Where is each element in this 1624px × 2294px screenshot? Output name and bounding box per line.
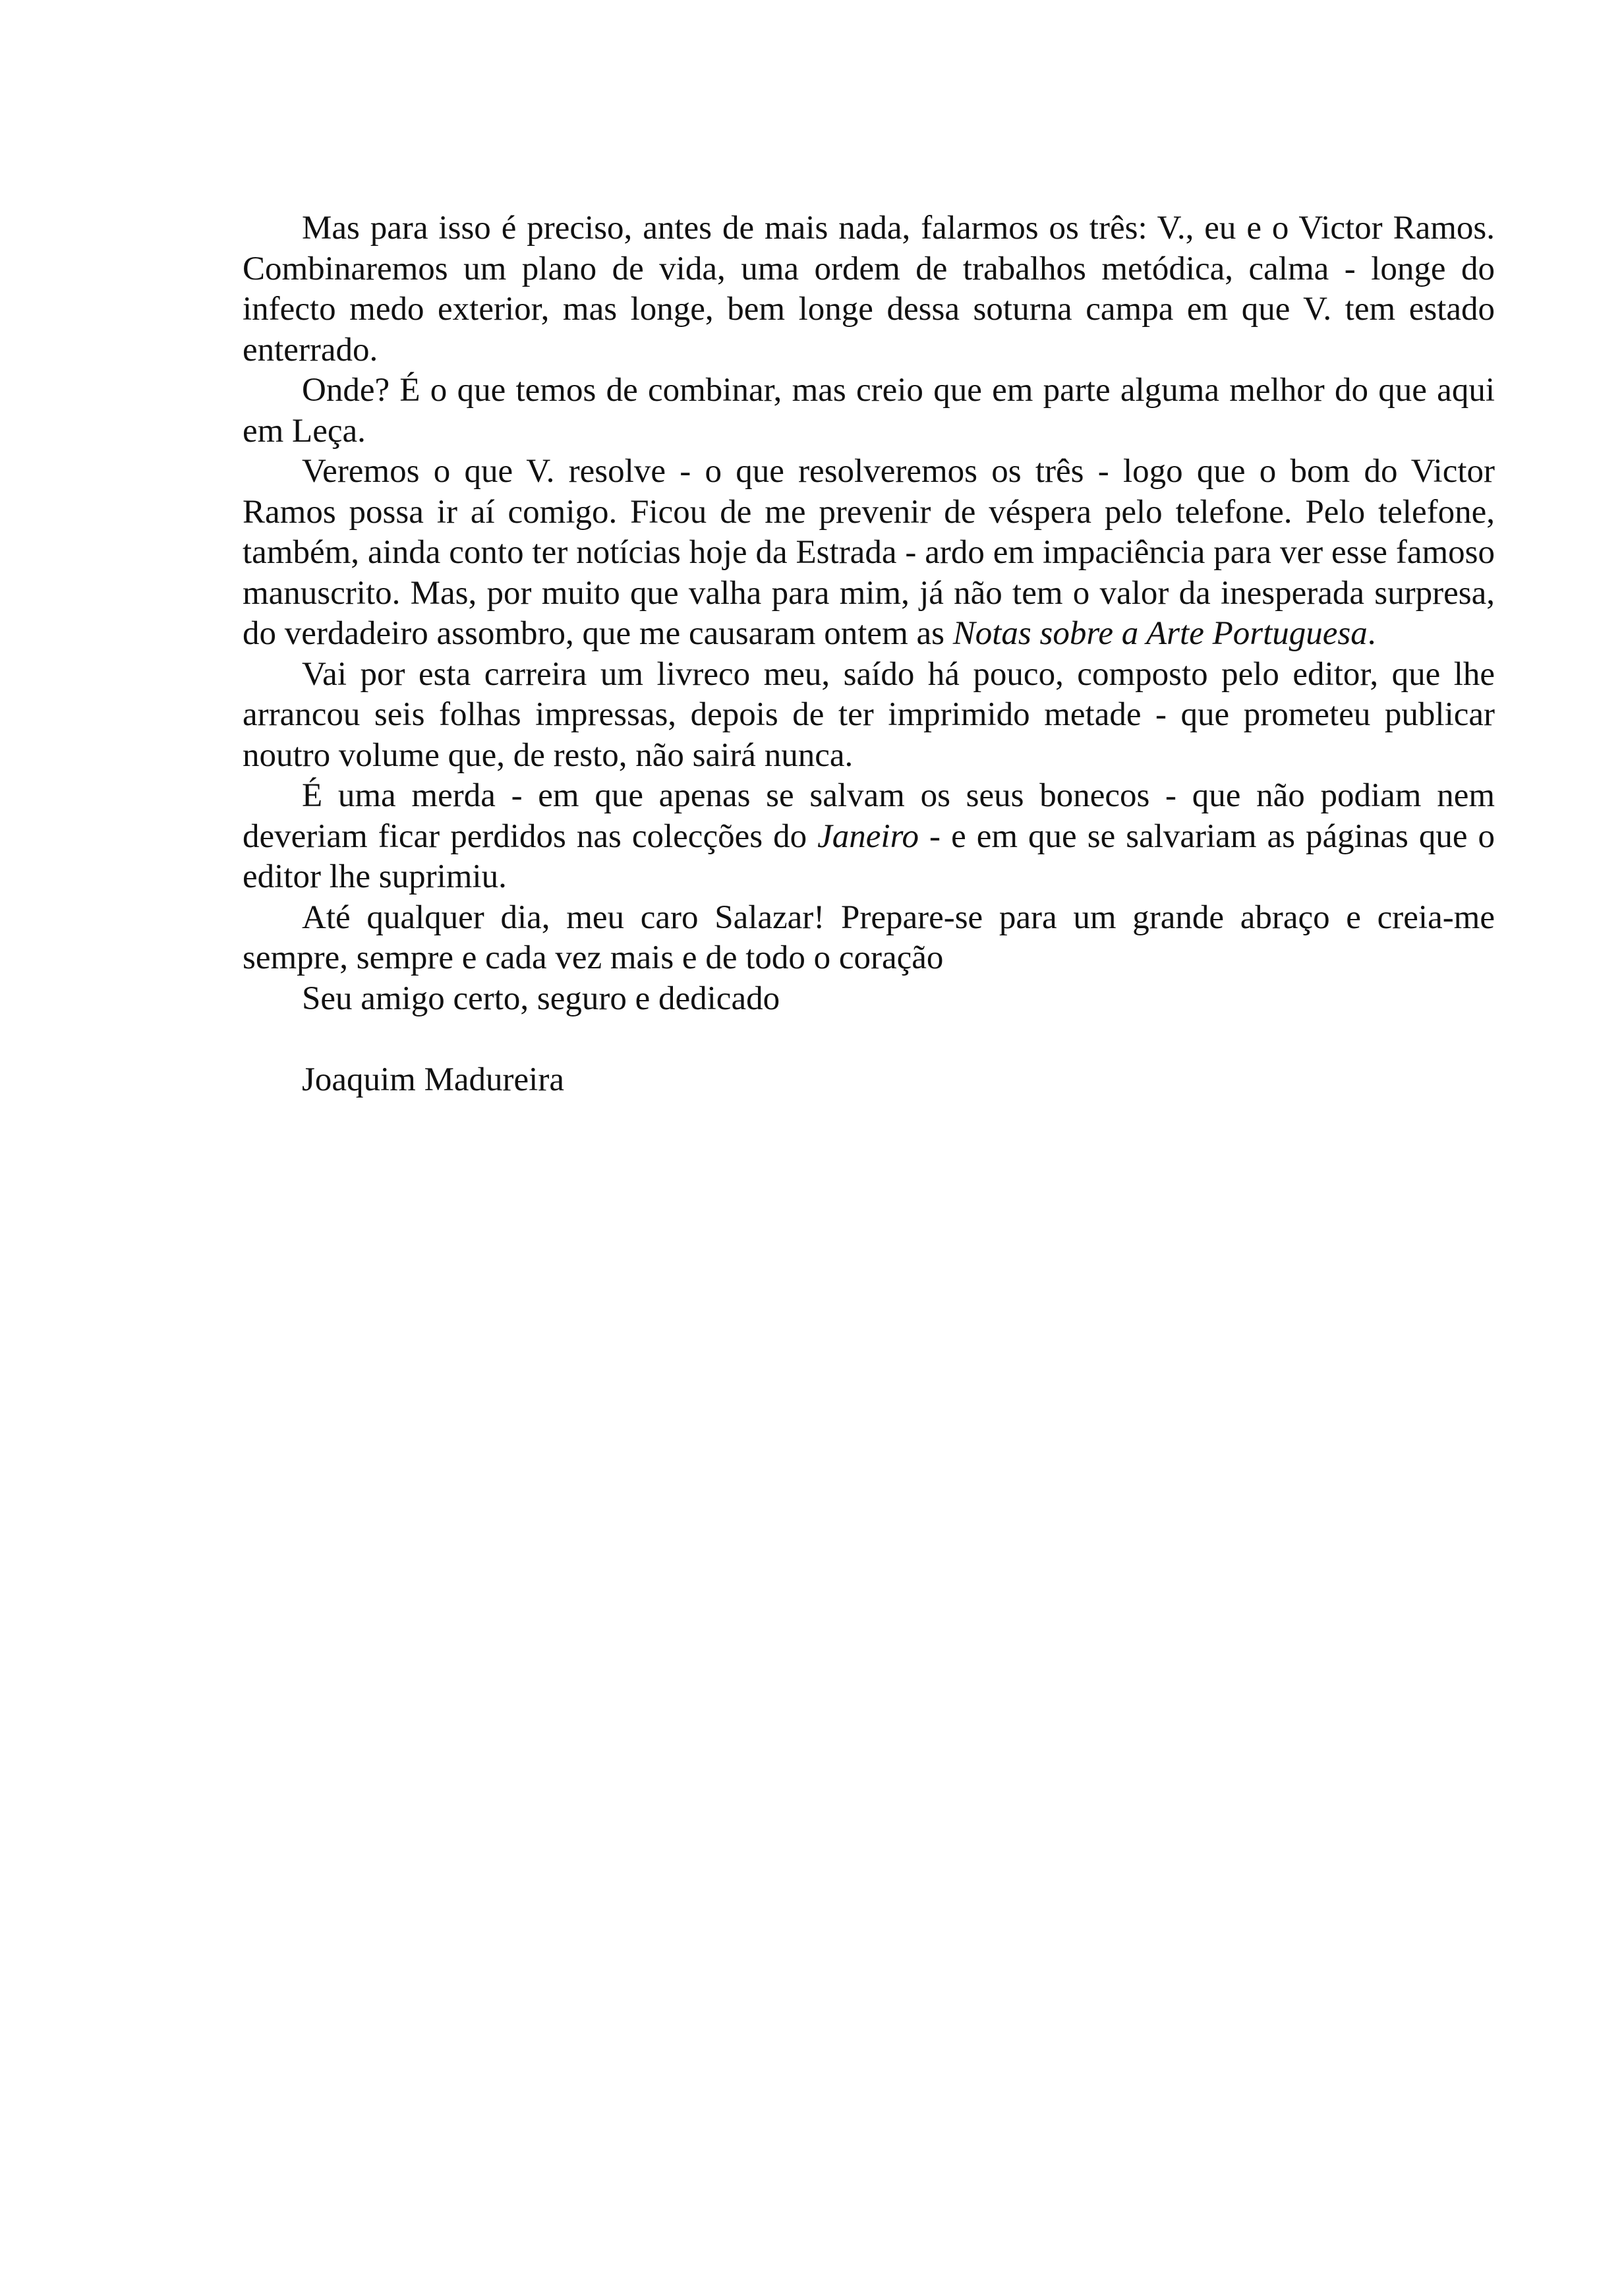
publication-title-janeiro: Janeiro — [817, 817, 919, 855]
paragraph-text: Veremos o que V. resolve - o que resolveremos os três - logo que o bom do Victor Ramos possa ir aí comigo. Ficou de me prevenir de véspera pelo telefone. Pelo telefone, também, ainda conto ter notícias hoje da Estrada - ardo em impaciência para ver esse famoso manuscrito. Mas, por muito que valha para mim, já não tem o valor da inesperada surpresa, do verdadeiro assombro, que me causaram ontem as — [243, 453, 1495, 652]
signature-spacer — [243, 1019, 1495, 1060]
paragraph-book — [243, 655, 1495, 777]
paragraph-where — [243, 370, 1495, 452]
paragraph-text: Até qualquer dia, meu caro Salazar! Prepare-se para um grande abraço e creia-me sempre, sempre e cada vez mais e de todo o coração — [243, 898, 1495, 976]
paragraph-farewell — [243, 898, 1495, 979]
paragraph-critique — [243, 776, 1495, 898]
paragraph-text: Vai por esta carreira um livreco meu, saído há pouco, composto pelo editor, que lhe arrancou seis folhas impressas, depois de ter imprimido metade - que prometeu publicar noutro volume que, de resto, não sairá nunca. — [243, 655, 1495, 774]
paragraph-text-end: . — [1367, 615, 1376, 652]
paragraph-plan — [243, 208, 1495, 370]
paragraph-text: Mas para isso é preciso, antes de mais nada, falarmos os três: V., eu e o Victor Ramos. Combinaremos um plano de vida, uma ordem de trabalhos metódica, calma - longe do infecto medo exterior, mas longe, bem longe dessa soturna campa em que V. tem estado enterrado. — [243, 210, 1495, 368]
letter-body — [243, 208, 1495, 1100]
paragraph-decision — [243, 452, 1495, 655]
closing-line: Seu amigo certo, seguro e dedicado — [302, 980, 780, 1017]
signature: Joaquim Madureira — [302, 1061, 564, 1098]
paragraph-text-end: - e em que se salvariam as páginas que o editor lhe suprimiu. — [243, 817, 1495, 895]
paragraph-text: É uma merda - em que apenas se salvam os seus bonecos - que não podiam nem deveriam ficar perdidos nas colecções do — [243, 777, 1495, 855]
book-title-notas: Notas sobre a Arte Portuguesa — [952, 615, 1368, 652]
paragraph-text: Onde? É o que temos de combinar, mas creio que em parte alguma melhor do que aqui em Leça. — [243, 372, 1495, 450]
